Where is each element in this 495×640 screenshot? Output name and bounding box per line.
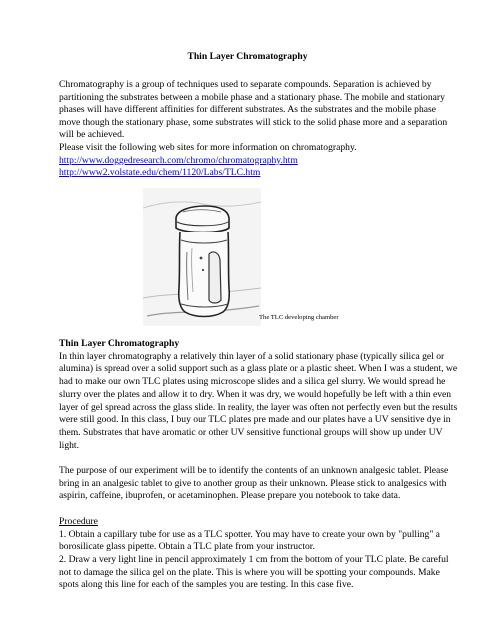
intro-block xyxy=(59,79,459,180)
link-volstate[interactable]: http://www2.volstate.edu/chem/1120/Labs/TLC.htm xyxy=(59,167,261,179)
jar-sketch-icon xyxy=(143,188,261,326)
jar-figure xyxy=(143,188,261,326)
tlc-section xyxy=(59,338,461,592)
procedure-heading: Procedure xyxy=(59,515,98,527)
intro-paragraph: Chromatography is a group of techniques used to separate compounds. Separation is achieved by partitioning the substrates between a mobile phase and a stationary phase. The mobile and stationary phases will have different affinities for different substrates. As the substrates and the mobile phase move though the stationary phase, some substrates will stick to the solid phase more and a separation will be achieved. xyxy=(59,79,448,141)
procedure-step-2: 2. Draw a very light line in pencil approximately 1 cm from the bottom of your TLC plate. Be careful not to damage the silica gel on the plate. This is where you will be spotting your compounds. Make spots along this line for each of the samples you are testing. In this case five. xyxy=(59,553,449,591)
visit-line: Please visit the following web sites for more information on chromatography. xyxy=(59,141,357,153)
page-title: Thin Layer Chromatography xyxy=(187,51,308,62)
figure-caption: The TLC developing chamber xyxy=(259,314,339,321)
section-paragraph-1: In thin layer chromatography a relatively thin layer of a solid stationary phase (typically silica gel or alumina) is spread over a solid support such as a glass plate or a plastic sheet. When I was a student, we had to make our own TLC plates using microscope slides and a silica gel slurry. We would spread he slurry over the plates and allow it to dry. When it was dry, we would hopefully be left with a thin even layer of gel spread across the glass slide. In reality, the layer was often not perfectly even but the results were still good. In this class, I buy our TLC plates pre made and our plates have a UV sensitive dye in them. Substrates that have aromatic or other UV sensitive functional groups will show up under UV light. xyxy=(59,350,458,451)
section-heading: Thin Layer Chromatography xyxy=(59,338,180,349)
link-doggedresearch[interactable]: http://www.doggedresearch.com/chromo/chromatography.htm xyxy=(59,154,298,166)
procedure-step-1: 1. Obtain a capillary tube for use as a TLC spotter. You may have to create your own by "pulling" a borosilicate glass pipette. Obtain a TLC plate from your instructor. xyxy=(59,528,440,553)
section-paragraph-2: The purpose of our experiment will be to identify the contents of an unknown analgesic tablet. Please bring in an analgesic tablet to give to another group as their unknown. Please stick to analgesics with aspirin, caffeine, ibuprofen, or acetaminophen. Please prepare you notebook to take data. xyxy=(59,465,449,502)
